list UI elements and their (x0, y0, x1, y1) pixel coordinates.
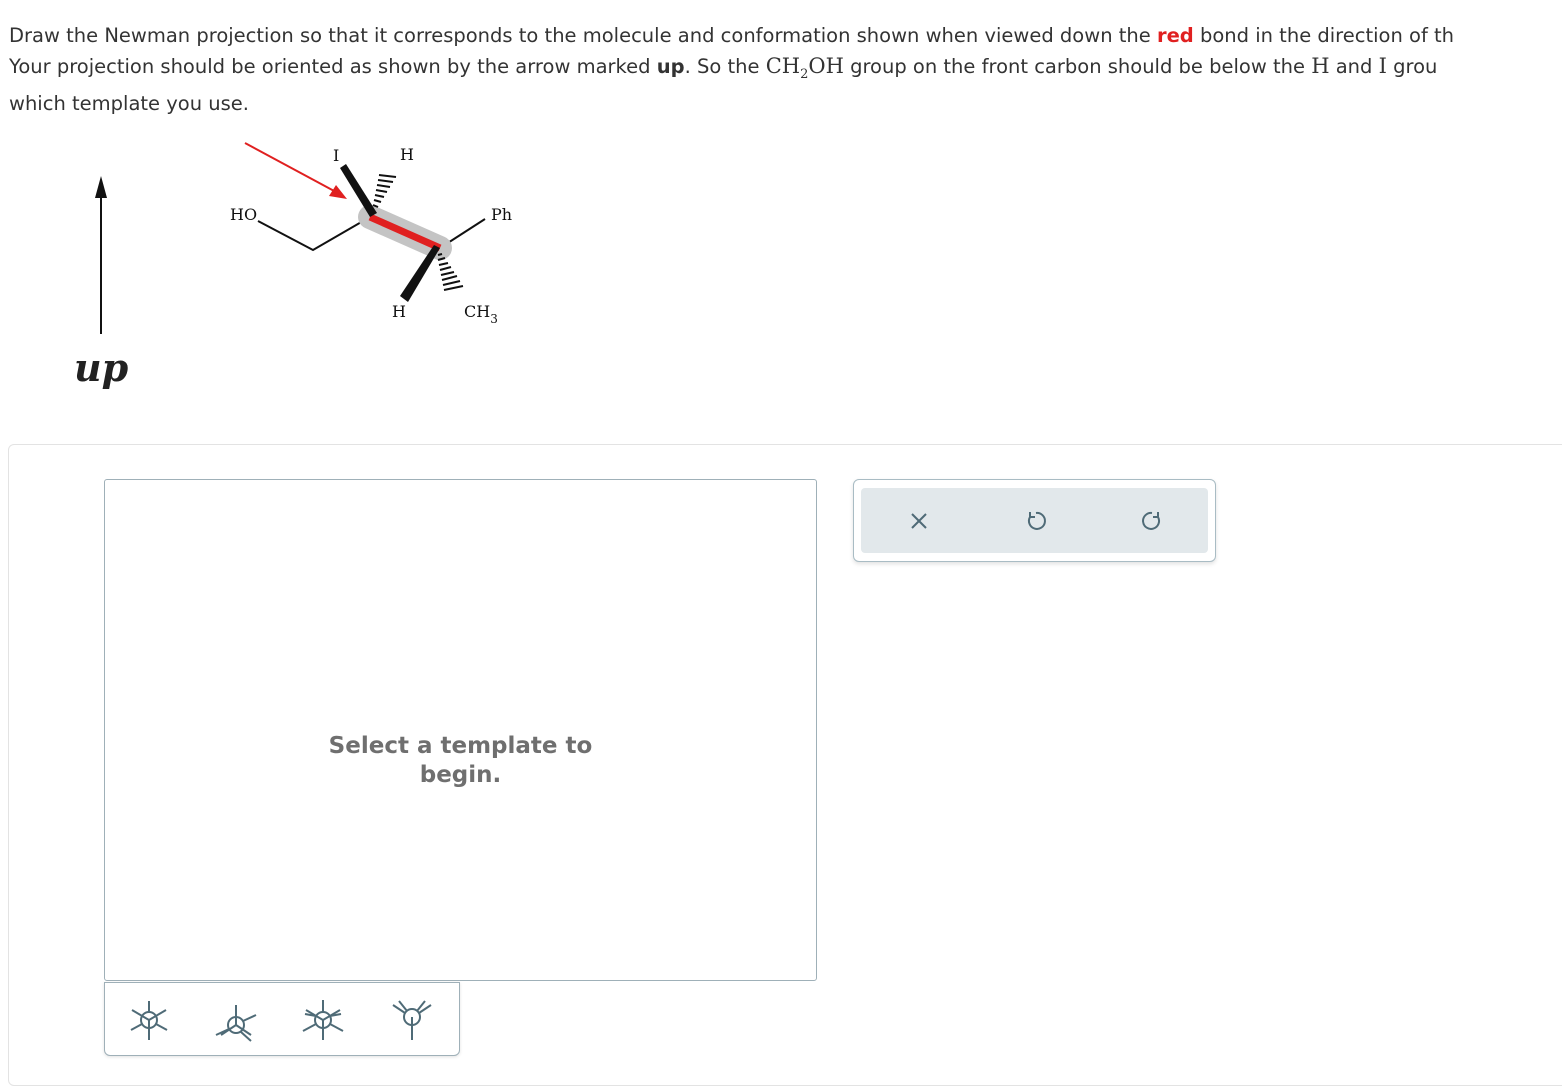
question-text (9, 20, 1562, 90)
up-keyword: up (656, 55, 685, 78)
toolbar-inner (861, 488, 1208, 553)
question-line-1: Draw the Newman projection so that it corresponds to the molecule and conformation shown when viewed down the red bond in the direction of th (9, 24, 1455, 47)
eclipsed-template-1-icon[interactable] (298, 995, 348, 1045)
view-direction-arrow (245, 143, 336, 192)
formula-ch2oh: $CH_2OH$ (765, 54, 844, 83)
up-arrow-icon (80, 170, 120, 340)
red-keyword: red (1156, 24, 1194, 47)
template-tray (104, 982, 460, 1056)
close-icon[interactable] (904, 506, 934, 536)
staggered-template-1-icon[interactable] (124, 995, 174, 1045)
label-h-bottom: H (392, 302, 406, 321)
undo-icon[interactable] (1021, 506, 1051, 536)
label-h-top: H (400, 145, 414, 164)
label-i: I (333, 146, 340, 165)
staggered-template-2-icon[interactable] (211, 995, 261, 1045)
eclipsed-template-2-icon[interactable] (387, 995, 437, 1045)
drawing-canvas[interactable] (104, 479, 817, 981)
editor-toolbar (853, 479, 1216, 562)
canvas-placeholder-message: Select a template to begin. (328, 733, 593, 788)
redo-icon[interactable] (1137, 506, 1167, 536)
label-ho: HO (230, 205, 258, 224)
molecule-structure (210, 135, 530, 335)
question-line-3: which template you use. (9, 92, 249, 115)
label-ch3: $CH_3$ (464, 302, 498, 326)
up-label: up (74, 345, 129, 390)
label-ph: Ph (491, 205, 513, 224)
question-line-2: Your projection should be oriented as shown by the arrow marked up. So the $CH_2OH$ group on the front carbon should be below the H and I grou (9, 54, 1438, 83)
